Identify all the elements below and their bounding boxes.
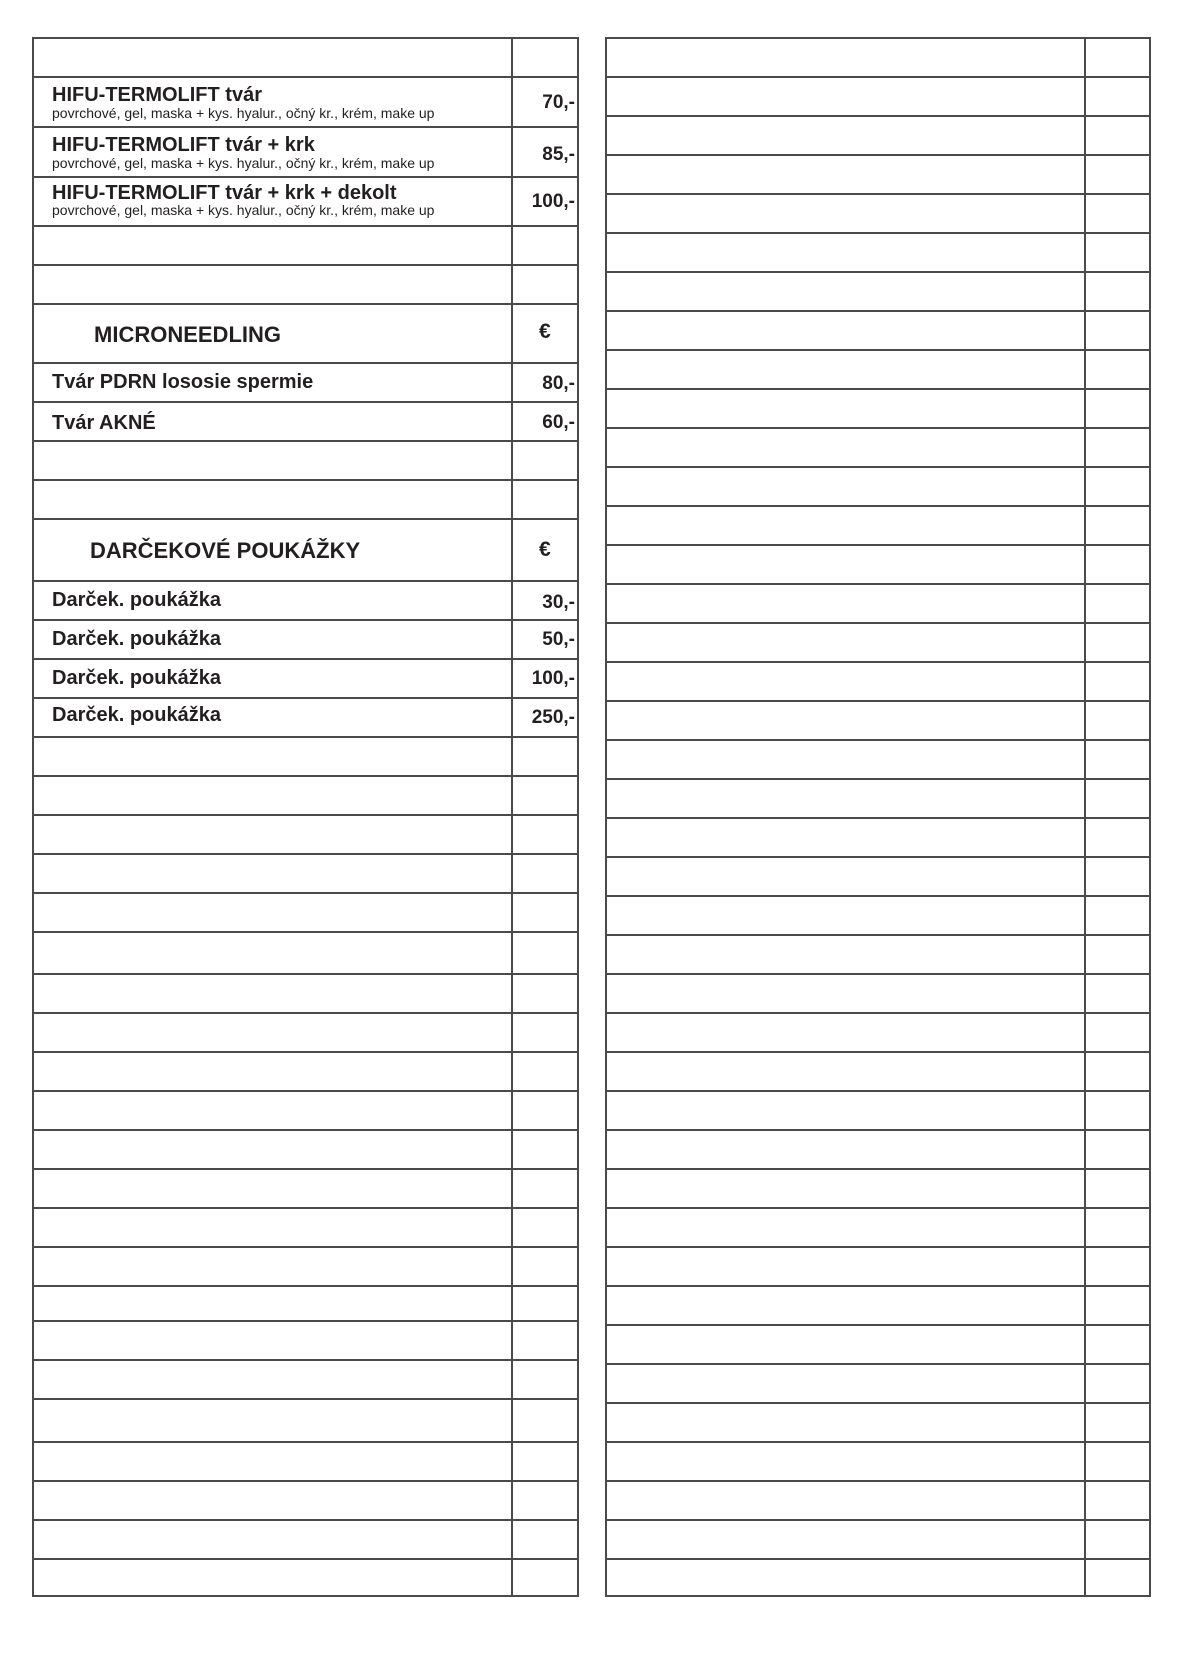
empty-row	[607, 156, 1149, 195]
empty-row	[607, 1326, 1149, 1365]
empty-row	[607, 507, 1149, 546]
empty-row	[34, 1521, 577, 1560]
section-title: DARČEKOVÉ POUKÁŽKY	[90, 538, 361, 563]
service-price: 70,-	[542, 92, 575, 113]
section-header-vouchers	[34, 520, 577, 582]
empty-row	[607, 1443, 1149, 1482]
empty-row	[607, 1131, 1149, 1170]
empty-row	[34, 777, 577, 816]
empty-row	[607, 1287, 1149, 1326]
service-price: 85,-	[542, 144, 575, 165]
empty-row	[607, 1560, 1149, 1595]
empty-row	[34, 1170, 577, 1209]
empty-row	[34, 975, 577, 1014]
empty-row	[607, 1521, 1149, 1560]
empty-row	[34, 1248, 577, 1287]
service-name: Tvár PDRN lososie spermie	[52, 371, 314, 393]
empty-row	[607, 663, 1149, 702]
empty-row	[607, 819, 1149, 858]
voucher-price: 250,-	[531, 707, 575, 728]
currency-symbol: €	[539, 320, 551, 343]
service-description: povrchové, gel, maska + kys. hyalur., očný kr., krém, make up	[52, 105, 435, 121]
empty-row	[34, 1131, 577, 1170]
right-empty-table	[605, 37, 1151, 1597]
empty-row	[34, 933, 577, 975]
empty-row	[607, 195, 1149, 234]
empty-row	[34, 1014, 577, 1053]
empty-row	[607, 273, 1149, 312]
empty-row	[607, 1404, 1149, 1443]
service-name: HIFU-TERMOLIFT tvár	[52, 84, 262, 106]
empty-row	[34, 1443, 577, 1482]
empty-row	[34, 266, 577, 305]
empty-row	[34, 227, 577, 266]
empty-row	[34, 855, 577, 894]
empty-row	[607, 390, 1149, 429]
service-description: povrchové, gel, maska + kys. hyalur., očný kr., krém, make up	[52, 155, 435, 171]
empty-row	[34, 1400, 577, 1443]
service-row	[34, 364, 577, 403]
empty-row	[607, 78, 1149, 117]
service-row-hifu-face-neck-decollete	[34, 178, 577, 227]
voucher-name: Darček. poukážka	[52, 628, 221, 650]
empty-row	[607, 858, 1149, 897]
voucher-name: Darček. poukážka	[52, 589, 221, 611]
left-price-table	[32, 37, 579, 1597]
service-row	[34, 403, 577, 442]
empty-row	[34, 39, 577, 78]
empty-row	[607, 351, 1149, 390]
section-header-microneedling	[34, 305, 577, 364]
empty-row	[607, 312, 1149, 351]
empty-row	[34, 1209, 577, 1248]
empty-row	[607, 1365, 1149, 1404]
empty-row	[607, 624, 1149, 663]
empty-row	[607, 1482, 1149, 1521]
service-name: Tvár AKNÉ	[52, 412, 156, 434]
empty-row	[34, 1322, 577, 1361]
empty-row	[34, 1361, 577, 1400]
empty-row	[34, 1287, 577, 1322]
empty-row	[34, 1053, 577, 1092]
empty-row	[607, 741, 1149, 780]
empty-row	[607, 234, 1149, 273]
voucher-price: 50,-	[542, 629, 575, 650]
service-row-hifu-face-neck	[34, 128, 577, 178]
empty-row	[607, 585, 1149, 624]
voucher-row	[34, 699, 577, 738]
empty-row	[607, 702, 1149, 741]
voucher-row	[34, 582, 577, 621]
empty-row	[34, 481, 577, 520]
empty-row	[34, 738, 577, 777]
voucher-row	[34, 621, 577, 660]
service-price: 60,-	[542, 412, 575, 433]
empty-row	[607, 1053, 1149, 1092]
empty-row	[607, 546, 1149, 585]
service-description: povrchové, gel, maska + kys. hyalur., očný kr., krém, make up	[52, 202, 435, 218]
service-name: HIFU-TERMOLIFT tvár + krk	[52, 134, 315, 156]
empty-row	[34, 1482, 577, 1521]
empty-row	[607, 429, 1149, 468]
voucher-name: Darček. poukážka	[52, 667, 221, 689]
empty-row	[607, 39, 1149, 78]
empty-row	[34, 894, 577, 933]
empty-row	[607, 975, 1149, 1014]
empty-row	[607, 780, 1149, 819]
service-price: 100,-	[531, 191, 575, 212]
empty-row	[607, 1170, 1149, 1209]
empty-row	[34, 1092, 577, 1131]
empty-row	[607, 468, 1149, 507]
empty-row	[607, 1014, 1149, 1053]
voucher-row	[34, 660, 577, 699]
empty-row	[607, 936, 1149, 975]
voucher-price: 30,-	[542, 592, 575, 613]
empty-row	[607, 1248, 1149, 1287]
empty-row	[34, 442, 577, 481]
voucher-name: Darček. poukážka	[52, 704, 221, 726]
voucher-price: 100,-	[531, 668, 575, 689]
empty-row	[34, 816, 577, 855]
section-title: MICRONEEDLING	[94, 322, 281, 347]
service-row-hifu-face	[34, 78, 577, 128]
empty-row	[607, 117, 1149, 156]
empty-row	[607, 897, 1149, 936]
currency-symbol: €	[539, 538, 551, 561]
empty-row	[34, 1560, 577, 1595]
service-price: 80,-	[542, 373, 575, 394]
empty-row	[607, 1092, 1149, 1131]
empty-row	[607, 1209, 1149, 1248]
service-name: HIFU-TERMOLIFT tvár + krk + dekolt	[52, 182, 397, 204]
